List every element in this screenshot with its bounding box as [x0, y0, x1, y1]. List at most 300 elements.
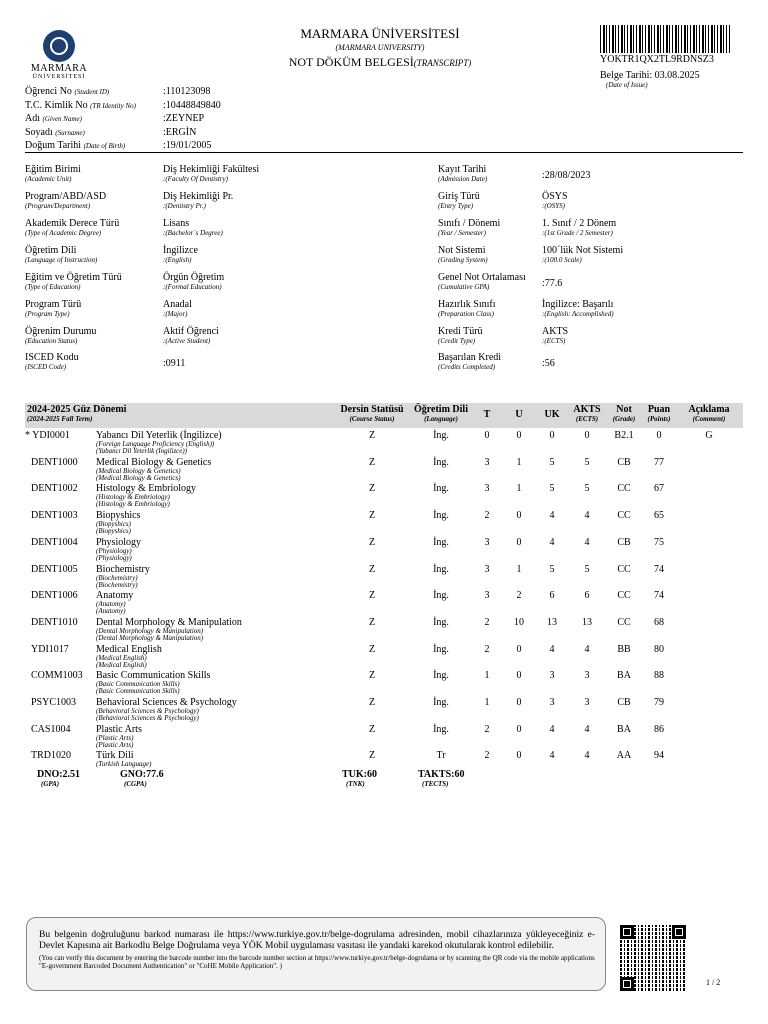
col-comment: Açıklama (Comment): [688, 404, 730, 423]
col-akts: AKTS (ECTS): [573, 404, 601, 423]
field-value-text: 19/01/2005: [165, 140, 212, 151]
info-label-en: (Program/Department): [25, 202, 91, 210]
table-row: [25, 510, 743, 536]
course-code: DENT1005: [31, 563, 78, 575]
col-grade: Not (Grade): [612, 404, 636, 423]
info-value-en-text: (Formal Education): [165, 283, 222, 291]
info-value: [542, 191, 568, 210]
document-title-en: (TRANSCRIPT): [413, 58, 472, 68]
info-label-en: (Year / Semester): [438, 229, 486, 237]
info-label: [438, 218, 500, 237]
info-value-en: :(Faculty Of Dentistry): [163, 175, 228, 183]
course-status: Z: [368, 536, 376, 548]
field-label-text: Adı: [25, 113, 40, 124]
course-name-en: (Biopyshics): [96, 520, 131, 529]
course-name: [96, 697, 237, 722]
info-label: [438, 272, 526, 291]
info-value-en-text: (OSYS): [544, 202, 565, 210]
info-value-line: [163, 191, 233, 202]
info-value: [542, 245, 623, 264]
table-row: [25, 644, 743, 670]
course-t: 2: [484, 510, 490, 522]
course-grade: CC: [617, 563, 631, 575]
info-value: [163, 326, 219, 345]
course-language: İng.: [433, 670, 449, 682]
course-name-en: (Plastic Arts): [96, 733, 134, 742]
table-row: [25, 724, 743, 750]
info-label-en: (Academic Unit): [25, 175, 72, 183]
course-u: 1: [516, 483, 522, 495]
col-points: Puan (Points): [647, 404, 671, 423]
course-name: [96, 617, 242, 642]
course-code: YDI1017: [31, 643, 69, 655]
info-value-line: [163, 245, 198, 256]
col-status: Dersin Statüsü (Course Status): [340, 404, 404, 423]
course-status: Z: [368, 563, 376, 575]
info-value: [163, 164, 259, 183]
info-label-en: (Education Status): [25, 337, 78, 345]
info-value-en-text: (Bachelor´s Degree): [165, 229, 223, 237]
info-label: [438, 245, 488, 264]
field-value: :ZEYNEP: [163, 113, 205, 124]
info-value-line: [163, 218, 189, 229]
divider: [25, 152, 743, 153]
field-value-text: ZEYNEP: [165, 113, 205, 124]
course-name-en2: (Behavioral Sciences & Psychology): [96, 714, 199, 722]
info-value-line: [542, 299, 613, 310]
course-name-en2: (Biochemistry): [96, 580, 138, 589]
info-label-text: Kredi Türü: [438, 326, 483, 337]
course-name-text: Biopyshics: [96, 510, 141, 522]
cgpa-total: GNO:77.6 (CGPA): [120, 769, 164, 788]
course-language: İng.: [433, 643, 449, 655]
course-name-en: (Biochemistry): [96, 573, 138, 582]
info-label-text: Eğitim ve Öğretim Türü: [25, 272, 122, 283]
info-value-en-text: (100.0 Scale): [544, 256, 582, 264]
course-status: Z: [368, 456, 376, 468]
info-value-en: :(ECTS): [542, 337, 566, 345]
course-u: 1: [516, 563, 522, 575]
info-value: [542, 358, 555, 369]
info-label-text: Genel Not Ortalaması: [438, 272, 526, 283]
course-status: Z: [368, 483, 376, 495]
course-language: İng.: [433, 510, 449, 522]
table-row: [25, 590, 743, 616]
field-label-text: Öğrenci No: [25, 86, 72, 97]
course-t: 3: [484, 456, 490, 468]
field-label-en: (Student ID): [74, 88, 110, 96]
info-value-text: 1. Sınıf / 2 Dönem: [542, 218, 617, 229]
info-label: [25, 272, 122, 291]
course-points: 86: [654, 723, 664, 735]
course-name-en: (Basic Communication Skills): [96, 680, 180, 689]
table-row: [25, 483, 743, 509]
course-uk: 3: [549, 670, 555, 682]
field-label-en: (Date of Birth): [83, 142, 126, 150]
course-uk: 4: [549, 750, 555, 762]
course-name-en: (Physiology): [96, 546, 132, 555]
course-language: İng.: [433, 697, 449, 708]
course-name-text: Medical English: [96, 643, 162, 655]
info-value-en-text: (English: Accomplished): [544, 310, 614, 318]
info-value: [163, 245, 198, 264]
info-value: [163, 191, 233, 210]
info-label-text: Sınıfı / Dönemi: [438, 218, 501, 229]
info-label-en: (Language of Instruction): [25, 256, 98, 264]
course-akts: 4: [584, 643, 590, 655]
info-label-en: (Credits Completed): [438, 363, 496, 371]
table-row: [25, 457, 743, 483]
tnk-total: TUK:60 (TNK): [342, 769, 377, 788]
course-table-header: [25, 403, 743, 428]
field-label: [25, 140, 163, 152]
info-label-en: (Type of Academic Degree): [25, 229, 102, 237]
info-label: [25, 299, 81, 318]
info-value-text: Diş Hekimliği Fakültesi: [163, 164, 260, 175]
field-label: [25, 100, 163, 112]
info-value-en-text: (Major): [165, 310, 188, 318]
course-u: 10: [514, 616, 524, 628]
course-code: DENT1002: [31, 483, 78, 495]
info-value-en-text: (English): [165, 256, 192, 264]
info-label-en: (ISCED Code): [25, 363, 67, 371]
info-label-text: Öğrenim Durumu: [25, 326, 97, 337]
info-value-text: Diş Hekimliği Pr.: [163, 191, 234, 202]
info-label: [438, 299, 496, 318]
issue-date: Belge Tarihi: 03.08.2025 (Date of Issue): [600, 70, 700, 89]
course-uk: 5: [549, 456, 555, 468]
course-t: 3: [484, 563, 490, 575]
course-status: Z: [368, 723, 376, 735]
field-label-en: (Surname): [55, 128, 85, 137]
info-value-line: [163, 326, 219, 337]
info-value-en: :(English): [163, 256, 192, 264]
course-uk: 0: [549, 430, 555, 441]
course-name-en: (Dental Morphology & Manipulation): [96, 626, 204, 635]
course-points: 77: [654, 456, 664, 468]
course-language: İng.: [433, 723, 449, 735]
document-title: NOT DÖKÜM BELGESİ(TRANSCRIPT): [288, 55, 472, 69]
course-name-en2: (Biopyshics): [96, 527, 131, 536]
course-code: CAS1004: [31, 723, 71, 735]
course-name-text: Anatomy: [96, 590, 134, 602]
info-value-text: Anadal: [163, 299, 192, 310]
course-t: 2: [484, 643, 490, 655]
info-value-en: :(Major): [163, 310, 188, 318]
course-name: [96, 750, 151, 768]
info-label-en: (Cumulative GPA): [438, 283, 490, 291]
course-grade: CB: [617, 536, 631, 548]
course-uk: 6: [549, 590, 555, 602]
course-language: İng.: [433, 483, 449, 495]
course-u: 0: [516, 670, 522, 682]
course-status: Z: [368, 670, 376, 682]
info-value-line: [542, 218, 616, 229]
info-value: [163, 299, 192, 318]
course-t: 3: [484, 483, 490, 495]
course-points: 88: [654, 670, 664, 682]
course-code: DENT1000: [31, 456, 78, 468]
course-name-text: Biochemistry: [96, 563, 150, 575]
info-value-text: AKTS: [542, 326, 569, 337]
course-language: İng.: [433, 430, 449, 441]
info-label: [438, 164, 487, 183]
qr-finder: [620, 977, 634, 991]
course-grade: BA: [617, 723, 631, 735]
course-name-en2: (Plastic Arts): [96, 740, 134, 749]
info-value-en: :(Dentistry Pr.): [163, 202, 206, 210]
info-label: [25, 245, 97, 264]
info-label-text: Giriş Türü: [438, 191, 480, 202]
course-name: [96, 670, 210, 695]
course-name-text: Medical Biology & Genetics: [96, 456, 212, 468]
course-name-en2: (Medical Biology & Genetics): [96, 473, 181, 482]
course-name-en: (Medical Biology & Genetics): [96, 466, 181, 475]
course-t: 1: [484, 670, 490, 682]
course-name-en: (Anatomy): [96, 600, 126, 609]
barcode-number: YOKTR1QX2TL9RDNSZ3: [600, 54, 714, 65]
course-status: Z: [368, 430, 376, 441]
info-label-text: Öğretim Dili: [25, 245, 77, 256]
course-points: 79: [654, 697, 664, 708]
course-grade: CC: [617, 483, 631, 495]
info-label-en: (Admission Date): [438, 175, 488, 183]
document-header: [230, 26, 530, 71]
info-value: [542, 218, 616, 237]
course-name: [96, 430, 222, 455]
info-value-en: :(1st Grade / 2 Semester): [542, 229, 613, 237]
info-value-text: ÖSYS: [542, 191, 568, 202]
barcode: [600, 25, 730, 53]
course-status: Z: [368, 750, 376, 762]
verification-note-en: (You can verify this document by entering the barcode number into the barcode number section at https://www.turkiye.gov.tr/belge-dogrulama or by scanning the QR code via the mobile applications "E-government Barcoded Document Authentication" or "CoHE Mobile Application". ): [39, 954, 595, 970]
course-grade: AA: [616, 750, 632, 762]
course-name-text: Basic Communication Skills: [96, 670, 211, 682]
field-label-en: (Given Name): [42, 115, 82, 123]
course-u: 0: [516, 430, 522, 441]
course-status: Z: [368, 510, 376, 522]
info-value-en: :(Bachelor´s Degree): [163, 229, 223, 237]
qr-finder: [620, 925, 634, 939]
course-name: [96, 537, 141, 562]
student-field: [25, 113, 204, 126]
info-value: [542, 326, 568, 345]
course-language: İng.: [433, 563, 449, 575]
course-akts: 5: [584, 456, 590, 468]
course-code: DENT1010: [31, 616, 78, 628]
info-label-text: Eğitim Birimi: [25, 164, 81, 175]
course-akts: 4: [584, 723, 590, 735]
verification-note: [26, 917, 606, 991]
info-value-en: :(OSYS): [542, 202, 565, 210]
course-t: 0: [484, 430, 490, 441]
course-grade: CC: [617, 510, 631, 522]
course-language: İng.: [433, 456, 449, 468]
info-value-text: Lisans: [163, 218, 190, 229]
course-language: İng.: [433, 616, 449, 628]
course-points: 0: [656, 430, 662, 441]
info-label: [25, 191, 106, 210]
course-name: [96, 457, 211, 482]
course-points: 75: [654, 536, 664, 548]
col-t: T: [483, 409, 491, 420]
course-name-en: (Turkish Language): [96, 760, 152, 769]
info-value-line: [542, 326, 568, 337]
course-name: [96, 564, 150, 589]
info-value-text: Örgün Öğretim: [163, 272, 225, 283]
course-name: [96, 590, 133, 615]
course-name-en: (Behavioral Sciences & Psychology): [96, 707, 199, 715]
course-name-text: Behavioral Sciences & Psychology: [96, 697, 237, 708]
course-grade: BB: [617, 643, 631, 655]
course-code: DENT1003: [31, 510, 78, 522]
info-value-text: İngilizce: [163, 245, 198, 256]
course-akts: 13: [582, 616, 592, 628]
university-seal-icon: [43, 30, 75, 62]
info-value-en-text: (Active Student): [165, 337, 211, 345]
field-value-text: ERGİN: [165, 126, 197, 138]
info-value-en-text: (ECTS): [544, 337, 566, 345]
course-name: [96, 510, 140, 535]
gpa-total: DNO:2.51 (GPA): [37, 769, 81, 788]
course-u: 0: [516, 697, 522, 708]
course-grade: CC: [617, 616, 631, 628]
course-akts: 5: [584, 563, 590, 575]
course-name-en2: (Basic Communication Skills): [96, 687, 180, 696]
course-name-text: Histology & Embriology: [96, 483, 196, 495]
logo-subtitle: ÜNİVERSİTESİ: [32, 74, 86, 80]
info-value: [542, 278, 562, 289]
course-u: 0: [516, 750, 522, 762]
info-value: [163, 358, 185, 369]
info-value-line: :28/08/2023: [542, 170, 591, 181]
course-uk: 4: [549, 536, 555, 548]
course-uk: 4: [549, 510, 555, 522]
field-value: :110123098: [163, 86, 211, 97]
info-label-en: (Grading System): [438, 256, 488, 264]
course-grade: B2.1: [614, 430, 634, 441]
info-label-text: Kayıt Tarihi: [438, 164, 487, 175]
course-t: 2: [484, 616, 490, 628]
course-akts: 3: [584, 697, 590, 708]
field-value-text: 110123098: [165, 86, 211, 97]
course-name-text: Dental Morphology & Manipulation: [96, 616, 242, 628]
info-label-en: (Credit Type): [438, 337, 476, 345]
info-label-en: (Program Type): [25, 310, 70, 318]
course-uk: 3: [549, 697, 555, 708]
logo-name: MARMARA: [30, 63, 88, 74]
info-label-text: Program/ABD/ASD: [25, 191, 107, 202]
field-value: :19/01/2005: [163, 140, 212, 151]
course-code: DENT1006: [31, 590, 78, 602]
info-value-en: :(Active Student): [163, 337, 211, 345]
info-label-text: Program Türü: [25, 299, 82, 310]
info-value: [542, 170, 590, 181]
field-label-text: Doğum Tarihi: [25, 140, 82, 151]
course-name-en2: (Physiology): [96, 553, 132, 562]
course-uk: 5: [549, 483, 555, 495]
course-u: 2: [516, 590, 522, 602]
course-points: 74: [654, 590, 664, 602]
course-uk: 13: [547, 616, 557, 628]
field-label-text: T.C. Kimlik No: [25, 99, 88, 111]
col-uk: UK: [544, 409, 560, 420]
course-code: COMM1003: [31, 670, 83, 682]
info-value: [542, 299, 614, 318]
course-grade: BA: [617, 670, 631, 682]
course-points: 67: [654, 483, 664, 495]
info-label: [25, 218, 119, 237]
course-name-text: Yabancı Dil Yeterlik (İngilizce): [96, 430, 222, 441]
info-value-text: 77.6: [544, 278, 563, 289]
info-value: [163, 272, 224, 291]
course-code: DENT1004: [31, 536, 78, 548]
course-name-text: Türk Dili: [96, 750, 134, 762]
info-value-line: [163, 272, 224, 283]
totals-row: [25, 770, 743, 794]
course-comment: G: [705, 430, 713, 441]
field-label-text: Soyadı: [25, 126, 53, 138]
course-uk: 5: [549, 563, 555, 575]
course-name-en2: (Medical English): [96, 660, 147, 669]
field-value: :10448849840: [163, 99, 221, 111]
info-label: [438, 326, 483, 345]
info-label-en: (Entry Type): [438, 202, 474, 210]
course-code: TRD1020: [31, 750, 71, 762]
university-name-en: (MARMARA UNIVERSITY): [335, 43, 425, 52]
course-t: 2: [484, 723, 490, 735]
field-label: [25, 113, 163, 125]
field-label: [25, 127, 163, 139]
info-label-text: Akademik Derece Türü: [25, 218, 120, 229]
course-points: 74: [654, 563, 664, 575]
course-name: [96, 483, 196, 508]
info-value-en: :(English: Accomplished): [542, 310, 614, 318]
course-name-en2: (Histology & Embriology): [96, 500, 170, 509]
course-grade: CB: [617, 697, 631, 708]
info-value-line: :77.6: [542, 278, 563, 289]
course-akts: 5: [584, 483, 590, 495]
course-language: İng.: [433, 590, 449, 602]
field-label-en: (TR Identity No): [90, 101, 136, 110]
course-name: [96, 724, 142, 749]
info-label: [25, 164, 81, 183]
info-value: [163, 218, 223, 237]
table-row: [25, 537, 743, 563]
course-code: PSYC1003: [31, 697, 77, 708]
course-t: 3: [484, 536, 490, 548]
course-status: Z: [368, 643, 376, 655]
table-row: [25, 430, 743, 456]
info-value-en: :(Formal Education): [163, 283, 222, 291]
info-value-line: [542, 245, 623, 256]
course-uk: 4: [549, 723, 555, 735]
page-number: 1 / 2: [706, 978, 721, 987]
course-language: İng.: [433, 536, 449, 548]
course-akts: 4: [584, 510, 590, 522]
course-language: Tr: [436, 750, 446, 762]
course-name-text: Physiology: [96, 536, 142, 548]
term-label: 2024-2025 Güz Dönemi (2024-2025 Fall Term): [27, 404, 127, 423]
tects-total: TAKTS:60 (TECTS): [418, 769, 465, 788]
course-u: 0: [516, 723, 522, 735]
info-value-line: :0911: [163, 358, 186, 369]
course-akts: 0: [584, 430, 590, 441]
course-name: [96, 644, 162, 669]
student-field: [25, 127, 196, 140]
info-value-en-text: (1st Grade / 2 Semester): [544, 229, 613, 237]
university-logo: [28, 30, 90, 81]
